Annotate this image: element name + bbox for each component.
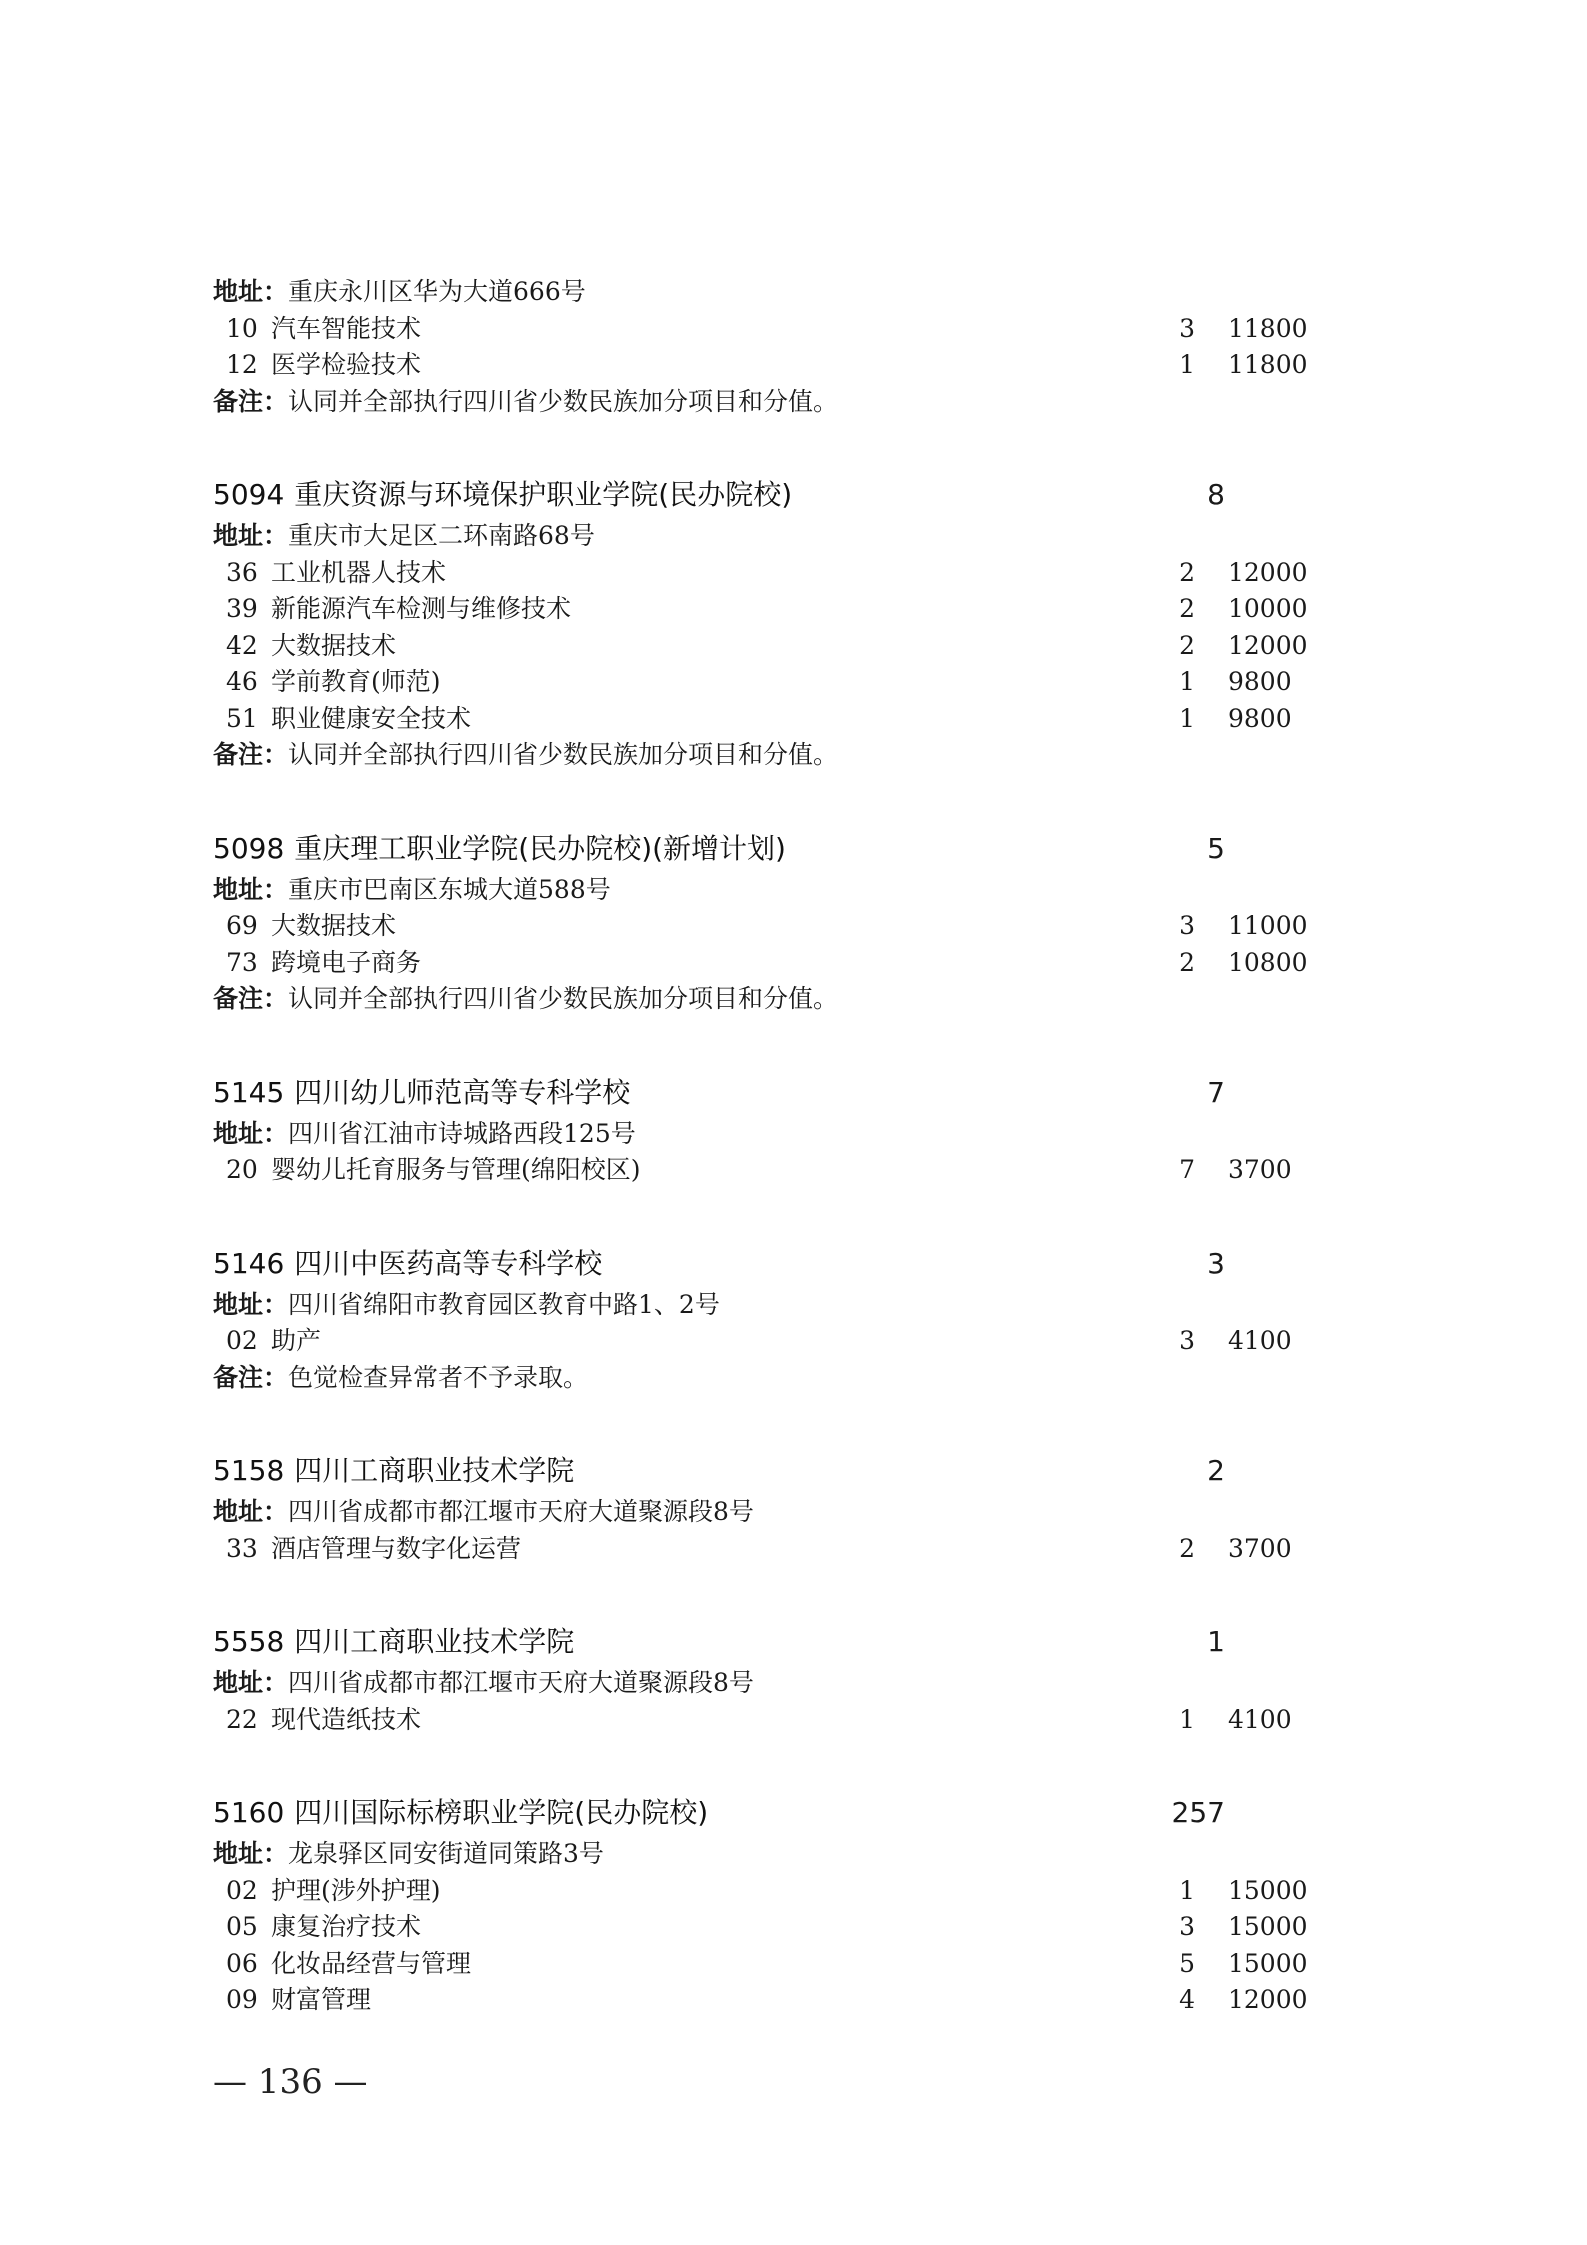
major-count: 3 — [1179, 313, 1195, 343]
school-total: 5 — [1207, 831, 1225, 865]
note-text: 认同并全部执行四川省少数民族加分项目和分值。 — [288, 740, 839, 769]
major-code: 46 — [226, 667, 258, 696]
major-name: 康复治疗技术 — [271, 1912, 422, 1941]
major-name: 财富管理 — [271, 1985, 372, 2014]
school-name: 重庆资源与环境保护职业学院(民办院校) — [294, 478, 793, 511]
major-name: 职业健康安全技术 — [271, 703, 472, 733]
major-count: 2 — [1179, 1533, 1195, 1563]
school-name: 四川工商职业技术学院 — [294, 1454, 575, 1487]
major-name: 医学检验技术 — [271, 350, 422, 379]
note-text: 色觉检查异常者不予录取。 — [288, 1362, 589, 1392]
major-fee: 15000 — [1228, 1912, 1308, 1941]
address-text: 重庆市大足区二环南路68号 — [288, 521, 595, 550]
major-count: 1 — [1179, 350, 1195, 379]
major-row — [0, 1982, 1587, 2019]
major-name: 工业机器人技术 — [271, 557, 447, 587]
major-code: 73 — [226, 947, 258, 977]
major-row — [0, 1909, 1587, 1946]
major-row — [0, 591, 1587, 628]
address-text: 四川省绵阳市教育园区教育中路1、2号 — [288, 1289, 720, 1319]
major-name: 学前教育(师范) — [271, 667, 441, 696]
address-line — [0, 1287, 1587, 1324]
address-label: 地址： — [213, 874, 289, 904]
school-code: 5145 — [213, 1075, 285, 1109]
address-label: 地址： — [213, 1668, 289, 1697]
note-line — [0, 1360, 1587, 1397]
major-count: 3 — [1179, 1326, 1195, 1355]
major-name: 大数据技术 — [271, 911, 397, 940]
major-count: 2 — [1179, 557, 1195, 587]
major-fee: 12000 — [1228, 1985, 1308, 2014]
major-row — [0, 628, 1587, 665]
address-line — [0, 1116, 1587, 1153]
school-name: 四川国际标榜职业学院(民办院校) — [294, 1796, 709, 1829]
school-total: 8 — [1207, 478, 1225, 511]
major-fee: 11800 — [1228, 313, 1308, 343]
major-fee: 11000 — [1228, 911, 1308, 940]
major-row — [0, 1531, 1587, 1568]
major-row — [0, 908, 1587, 945]
major-fee: 15000 — [1228, 1948, 1308, 1978]
address-label: 地址： — [213, 1289, 289, 1319]
address-line — [0, 274, 1587, 311]
major-count: 4 — [1179, 1985, 1195, 2014]
major-code: 42 — [226, 630, 258, 660]
major-code: 36 — [226, 557, 258, 587]
major-code: 33 — [226, 1533, 258, 1563]
school-total: 2 — [1207, 1454, 1225, 1487]
major-code: 69 — [226, 911, 258, 940]
address-label: 地址： — [213, 1839, 289, 1868]
page-content — [0, 274, 1587, 2019]
major-fee: 10800 — [1228, 947, 1308, 977]
school-block — [0, 1790, 1587, 2019]
school-block — [0, 1241, 1587, 1397]
address-label: 地址： — [213, 521, 289, 550]
major-row — [0, 1152, 1587, 1189]
major-count: 2 — [1179, 947, 1195, 977]
school-block — [0, 1070, 1587, 1189]
school-code: 5158 — [213, 1454, 285, 1487]
major-row — [0, 1323, 1587, 1360]
major-name: 汽车智能技术 — [271, 313, 422, 343]
major-count: 1 — [1179, 667, 1195, 696]
note-text: 认同并全部执行四川省少数民族加分项目和分值。 — [288, 984, 839, 1013]
address-text: 四川省江油市诗城路西段125号 — [288, 1118, 636, 1148]
school-header — [0, 1448, 1587, 1494]
address-line — [0, 1836, 1587, 1873]
major-fee: 12000 — [1228, 557, 1308, 587]
major-name: 助产 — [271, 1326, 322, 1355]
major-count: 3 — [1179, 1912, 1195, 1941]
page-number: — 136 — — [213, 2062, 368, 2102]
school-block — [0, 1619, 1587, 1738]
school-total: 3 — [1207, 1246, 1225, 1280]
major-row — [0, 701, 1587, 738]
address-text: 龙泉驿区同安街道同策路3号 — [288, 1839, 604, 1868]
address-line — [0, 518, 1587, 555]
note-line — [0, 737, 1587, 774]
major-fee: 3700 — [1228, 1155, 1292, 1184]
school-code: 5160 — [213, 1796, 285, 1829]
major-count: 2 — [1179, 630, 1195, 660]
major-fee: 3700 — [1228, 1533, 1292, 1563]
major-name: 新能源汽车检测与维修技术 — [271, 594, 572, 623]
major-row — [0, 1946, 1587, 1983]
major-code: 06 — [226, 1948, 258, 1978]
note-text: 认同并全部执行四川省少数民族加分项目和分值。 — [288, 386, 839, 416]
note-line — [0, 981, 1587, 1018]
school-header — [0, 1790, 1587, 1836]
major-code: 12 — [226, 350, 258, 379]
school-header — [0, 472, 1587, 518]
address-text: 四川省成都市都江堰市天府大道聚源段8号 — [288, 1668, 754, 1697]
major-name: 酒店管理与数字化运营 — [271, 1533, 522, 1563]
major-code: 39 — [226, 594, 258, 623]
school-block — [0, 472, 1587, 774]
school-block — [0, 826, 1587, 1018]
major-count: 2 — [1179, 594, 1195, 623]
school-name: 重庆理工职业学院(民办院校)(新增计划) — [294, 831, 786, 865]
school-name: 四川工商职业技术学院 — [294, 1625, 575, 1658]
major-name: 现代造纸技术 — [271, 1704, 422, 1734]
major-fee: 15000 — [1228, 1875, 1308, 1905]
major-fee: 9800 — [1228, 703, 1292, 733]
note-line — [0, 384, 1587, 421]
major-code: 22 — [226, 1704, 258, 1734]
school-header — [0, 1070, 1587, 1116]
note-label: 备注： — [213, 984, 289, 1013]
major-name: 化妆品经营与管理 — [271, 1948, 472, 1978]
note-label: 备注： — [213, 386, 289, 416]
address-text: 重庆永川区华为大道666号 — [288, 277, 586, 306]
school-code: 5558 — [213, 1625, 285, 1658]
major-code: 02 — [226, 1875, 258, 1905]
major-fee: 9800 — [1228, 667, 1292, 696]
school-block — [0, 1448, 1587, 1567]
major-row — [0, 664, 1587, 701]
major-fee: 4100 — [1228, 1704, 1292, 1734]
address-text: 重庆市巴南区东城大道588号 — [288, 874, 611, 904]
address-label: 地址： — [213, 1118, 289, 1148]
major-name: 大数据技术 — [271, 630, 397, 660]
major-code: 20 — [226, 1155, 258, 1184]
school-name: 四川幼儿师范高等专科学校 — [294, 1075, 631, 1109]
major-name: 护理(涉外护理) — [271, 1875, 441, 1905]
major-name: 婴幼儿托育服务与管理(绵阳校区) — [271, 1155, 641, 1184]
school-code: 5094 — [213, 478, 285, 511]
major-count: 7 — [1179, 1155, 1195, 1184]
major-count: 5 — [1179, 1948, 1195, 1978]
address-line — [0, 872, 1587, 909]
major-row — [0, 347, 1587, 384]
address-line — [0, 1494, 1587, 1531]
address-label: 地址： — [213, 277, 289, 306]
school-code: 5098 — [213, 831, 285, 865]
major-code: 09 — [226, 1985, 258, 2014]
major-row — [0, 1873, 1587, 1910]
major-code: 05 — [226, 1912, 258, 1941]
major-count: 3 — [1179, 911, 1195, 940]
major-row — [0, 945, 1587, 982]
school-total: 1 — [1207, 1625, 1225, 1658]
school-total: 257 — [1171, 1796, 1225, 1829]
note-label: 备注： — [213, 1362, 289, 1392]
school-code: 5146 — [213, 1246, 285, 1280]
major-fee: 11800 — [1228, 350, 1308, 379]
major-code: 02 — [226, 1326, 258, 1355]
major-fee: 4100 — [1228, 1326, 1292, 1355]
major-row — [0, 311, 1587, 348]
school-block-partial — [0, 274, 1587, 420]
major-row — [0, 555, 1587, 592]
major-fee: 12000 — [1228, 630, 1308, 660]
school-name: 四川中医药高等专科学校 — [294, 1246, 603, 1280]
major-fee: 10000 — [1228, 594, 1308, 623]
address-label: 地址： — [213, 1497, 289, 1526]
major-row — [0, 1702, 1587, 1739]
school-header — [0, 826, 1587, 872]
major-count: 1 — [1179, 1704, 1195, 1734]
major-code: 10 — [226, 313, 258, 343]
school-header — [0, 1241, 1587, 1287]
school-total: 7 — [1207, 1075, 1225, 1109]
major-count: 1 — [1179, 1875, 1195, 1905]
address-text: 四川省成都市都江堰市天府大道聚源段8号 — [288, 1497, 754, 1526]
major-code: 51 — [226, 703, 258, 733]
address-line — [0, 1665, 1587, 1702]
major-count: 1 — [1179, 703, 1195, 733]
school-header — [0, 1619, 1587, 1665]
note-label: 备注： — [213, 740, 289, 769]
major-name: 跨境电子商务 — [271, 947, 422, 977]
